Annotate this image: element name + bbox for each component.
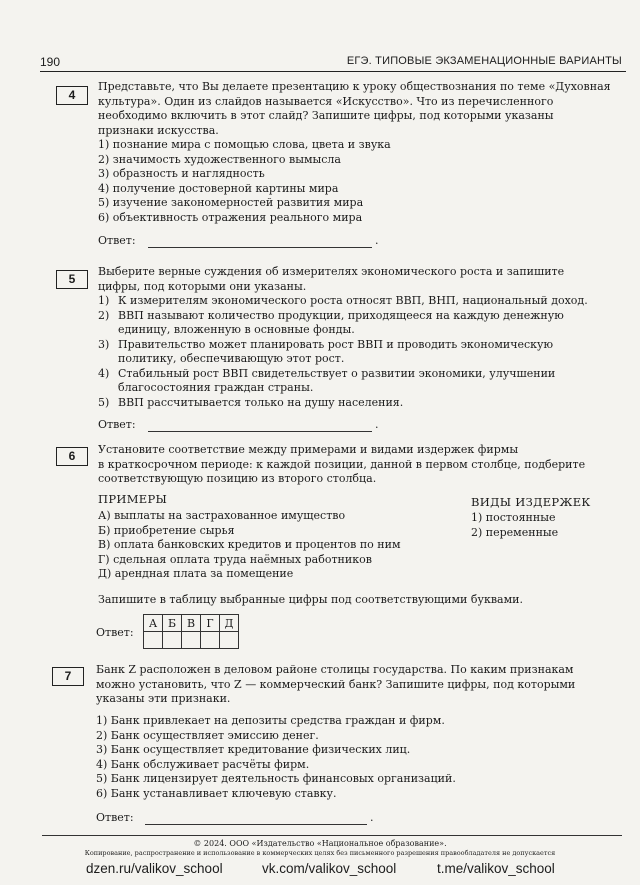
- table-header-cell: В: [182, 615, 201, 632]
- list-item: 3) Банк осуществляет кредитование физических лиц.: [96, 743, 411, 756]
- list-item: В) оплата банковских кредитов и процентов по ним: [98, 538, 401, 551]
- answer-field[interactable]: [148, 431, 372, 432]
- list-item: 4) Банк обслуживает расчёты фирм.: [96, 757, 310, 771]
- question-7: [96, 663, 622, 707]
- answer-label: Ответ:: [96, 811, 134, 824]
- table-header-cell: Б: [163, 615, 182, 632]
- answer-cell[interactable]: [201, 632, 220, 649]
- option-list: [96, 714, 456, 801]
- list-item: 3) Правительство может планировать рост ВВП и проводить экономическую политику, обеспечивающую этот рост.: [98, 337, 554, 365]
- list-item: 5) Банк лицензирует деятельность финансовых организаций.: [96, 772, 456, 785]
- list-item: 4) Стабильный рост ВВП свидетельствует о развитии экономики, улучшении благосостояния граждан страны.: [98, 366, 556, 394]
- link-vk[interactable]: vk.com/valikov_school: [262, 861, 397, 876]
- list-item: 1) постоянные: [471, 511, 556, 524]
- question-text: Представьте, что Вы делаете презентацию к уроку обществознания по теме «Духовная культура». Один из слайдов называется «Искусство». Что из перечисленного необходимо включить в этот слайд? Запишите цифры, под которыми указаны признаки искусства.: [98, 80, 611, 137]
- question-number-box: 6: [56, 447, 88, 466]
- answer-field[interactable]: [145, 824, 367, 825]
- copyright-notice: Копирование, распространение и использование в коммерческих целях без письменного разрешения правообладателя не допускается: [84, 849, 556, 857]
- answer-label: Ответ:: [98, 234, 136, 247]
- table-header-cell: А: [144, 615, 163, 632]
- answer-label: Ответ:: [98, 418, 136, 431]
- answer-cell[interactable]: [182, 632, 201, 649]
- list-item: 2) ВВП называют количество продукции, приходящееся на каждую денежную единицу, вложенную в основные фонды.: [98, 308, 564, 336]
- list-item: 1) познание мира с помощью слова, цвета и звука: [98, 138, 391, 151]
- footer-divider: [42, 835, 622, 836]
- header-divider: [40, 71, 626, 72]
- list-item: 4) получение достоверной картины мира: [98, 181, 339, 195]
- list-item: 1) Банк привлекает на депозиты средства граждан и фирм.: [96, 714, 445, 727]
- answer-cell[interactable]: [163, 632, 182, 649]
- page-number: 190: [40, 55, 61, 69]
- answer-cell[interactable]: [220, 632, 239, 649]
- list-item: 2) Банк осуществляет эмиссию денег.: [96, 728, 319, 742]
- option-list: [98, 294, 622, 410]
- table-header-cell: Г: [201, 615, 220, 632]
- list-item: 3) образность и наглядность: [98, 167, 265, 180]
- copyright: © 2024. ООО «Издательство «Национальное образование».: [193, 839, 447, 848]
- answer-table: [143, 614, 239, 649]
- question-number-box: 7: [52, 667, 84, 686]
- running-title: ЕГЭ. ТИПОВЫЕ ЭКЗАМЕНАЦИОННЫЕ ВАРИАНТЫ: [346, 55, 622, 67]
- question-6: [98, 443, 622, 487]
- question-text: Установите соответствие между примерами и видами издержек фирмы в краткосрочном периоде: к каждой позиции, данной в первом столбце, подберите соответствующую позицию из второго столбца.: [98, 443, 586, 485]
- question-5: [98, 265, 622, 410]
- question-text: Банк Z расположен в деловом районе столицы государства. По каким признакам можно установить, что Z — коммерческий банк? Запишите цифры, под которыми указаны эти признаки.: [96, 663, 576, 705]
- column-title-cost-types: ВИДЫ ИЗДЕРЖЕК: [471, 495, 591, 509]
- cost-types-list: [471, 511, 558, 540]
- list-item: А) выплаты на застрахованное имущество: [98, 509, 346, 522]
- table-instruction: Запишите в таблицу выбранные цифры под соответствующими буквами.: [98, 593, 523, 606]
- list-item: 2) значимость художественного вымысла: [98, 152, 341, 166]
- question-4: [98, 80, 622, 225]
- question-text: Выберите верные суждения об измерителях экономического роста и запишите цифры, под которыми они указаны.: [98, 265, 565, 293]
- answer-cell[interactable]: [144, 632, 163, 649]
- list-item: 5) ВВП рассчитывается только на душу населения.: [98, 395, 404, 409]
- list-item: 2) переменные: [471, 525, 559, 539]
- list-item: Д) арендная плата за помещение: [98, 567, 294, 580]
- column-title-examples: ПРИМЕРЫ: [98, 492, 168, 506]
- option-list: [98, 138, 622, 225]
- list-item: 6) Банк устанавливает ключевую ставку.: [96, 786, 337, 800]
- answer-field[interactable]: [148, 247, 372, 248]
- examples-list: [98, 509, 401, 582]
- link-dzen[interactable]: dzen.ru/valikov_school: [86, 861, 223, 876]
- list-item: 1) К измерителям экономического роста относят ВВП, ВНП, национальный доход.: [98, 294, 588, 307]
- list-item: 5) изучение закономерностей развития мира: [98, 196, 364, 209]
- list-item: Б) приобретение сырья: [98, 523, 235, 537]
- question-number-box: 5: [56, 270, 88, 289]
- question-number-box: 4: [56, 86, 88, 105]
- table-header-cell: Д: [220, 615, 239, 632]
- answer-label: Ответ:: [96, 626, 134, 639]
- link-telegram[interactable]: t.me/valikov_school: [437, 861, 555, 876]
- list-item: Г) сдельная оплата труда наёмных работников: [98, 552, 372, 566]
- list-item: 6) объективность отражения реального мира: [98, 210, 363, 224]
